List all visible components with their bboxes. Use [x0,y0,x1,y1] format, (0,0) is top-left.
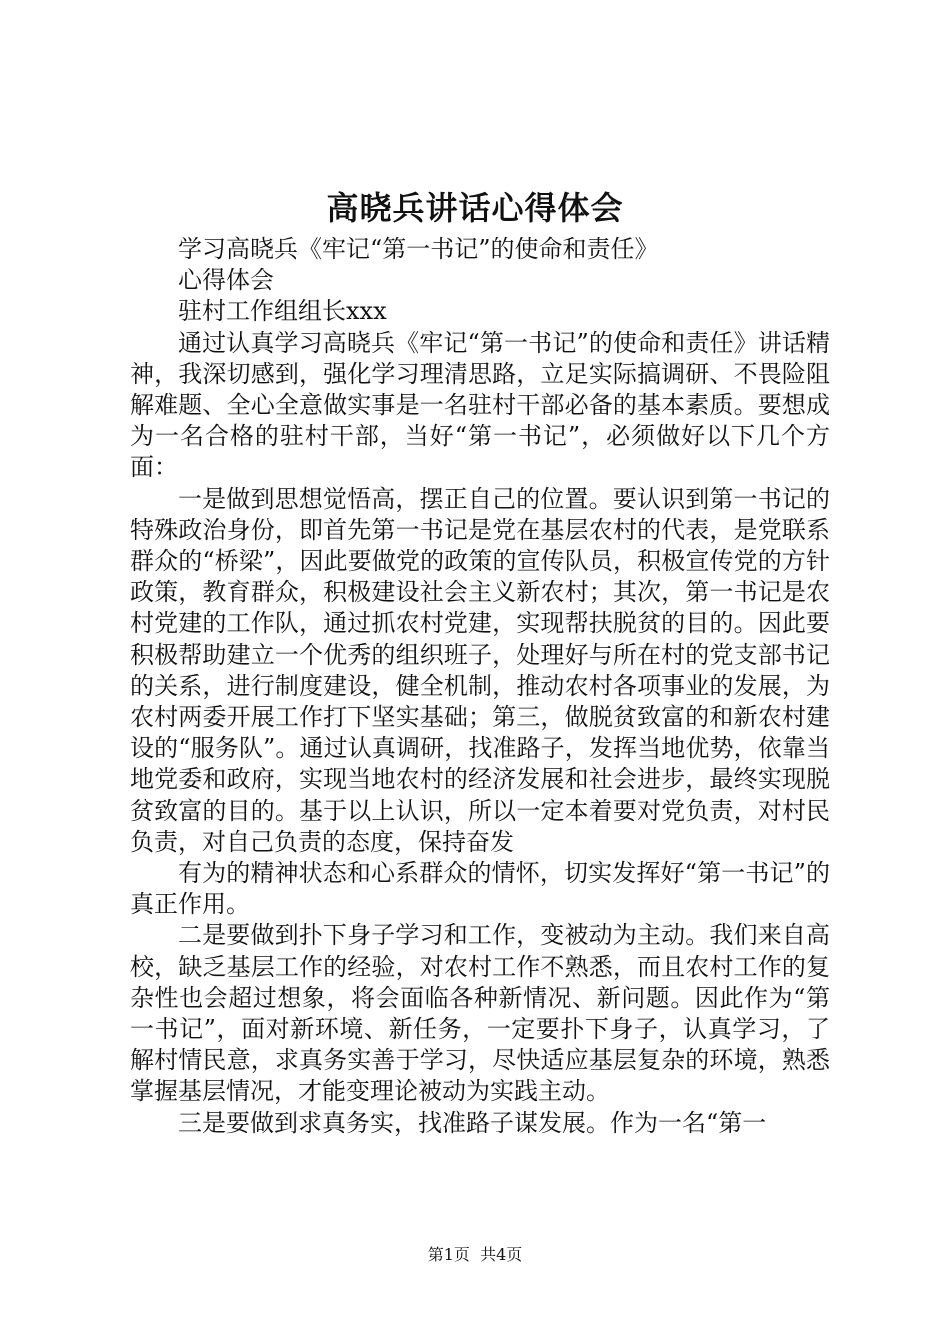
paragraph-heading-line-1: 学习高晓兵《牢记“第一书记”的使命和责任》 [178,235,659,263]
paragraph-point-three: 三是要做到求真务实，找准路子谋发展。作为一名“第一 [178,1108,767,1137]
page-number: 第1页 [427,1245,470,1264]
paragraph-point-one: 一是做到思想觉悟高，摆正自己的位置。要认识到第一书记的特殊政治身份，即首先第一书记是党在基层农村的代表，是党联系群众的“桥梁”，因此要做党的政策的宣传队员，积极宣传党的方针政策，教育群众，积极建设社会主义新农村；其次，第一书记是农村党建的工作队，通过抓农村党建，实现帮扶脱贫的目的。因此要积极帮助建立一个优秀的组织班子，处理好与所在村的党支部书记的关系，进行制度建设，健全机制，推动农村各项事业的发展，为农村两委开展工作打下坚实基础；第三，做脱贫致富的和新农村建设的“服务队”。通过认真调研，找准路子，发挥当地优势，依靠当地党委和政府，实现当地农村的经济发展和社会进步，最终实现脱贫致富的目的。基于以上认识，所以一定本着要对党负责，对村民负责，对自己负责的态度，保持奋发 [130,484,830,856]
page-total: 共4页 [480,1245,523,1264]
page-footer [0,1244,950,1266]
paragraph-point-one-continued: 有为的精神状态和心系群众的情怀，切实发挥好“第一书记”的真正作用。 [130,859,830,919]
paragraph-author: 驻村工作组组长xxx [178,297,387,326]
document-body [130,234,830,1139]
document-title: 高晓兵讲话心得体会 [326,189,624,227]
paragraph-point-two: 二是要做到扑下身子学习和工作，变被动为主动。我们来自高校，缺乏基层工作的经验，对农村工作不熟悉，而且农村工作的复杂性也会超过想象，将会面临各种新情况、新问题。因此作为“第一书记”，面对新环境、新任务，一定要扑下身子，认真学习，了解村情民意，求真务实善于学习，尽快适应基层复杂的环境，熟悉掌握基层情况，才能变理论被动为实践主动。 [130,921,830,1106]
paragraph-intro: 通过认真学习高晓兵《牢记“第一书记”的使命和责任》讲话精神，我深切感到，强化学习理清思路，立足实际搞调研、不畏险阻解难题、全心全意做实事是一名驻村干部必备的基本素质。要想成为一名合格的驻村干部，当好“第一书记”，必须做好以下几个方面： [130,328,830,482]
paragraph-heading-line-2: 心得体会 [178,266,274,295]
